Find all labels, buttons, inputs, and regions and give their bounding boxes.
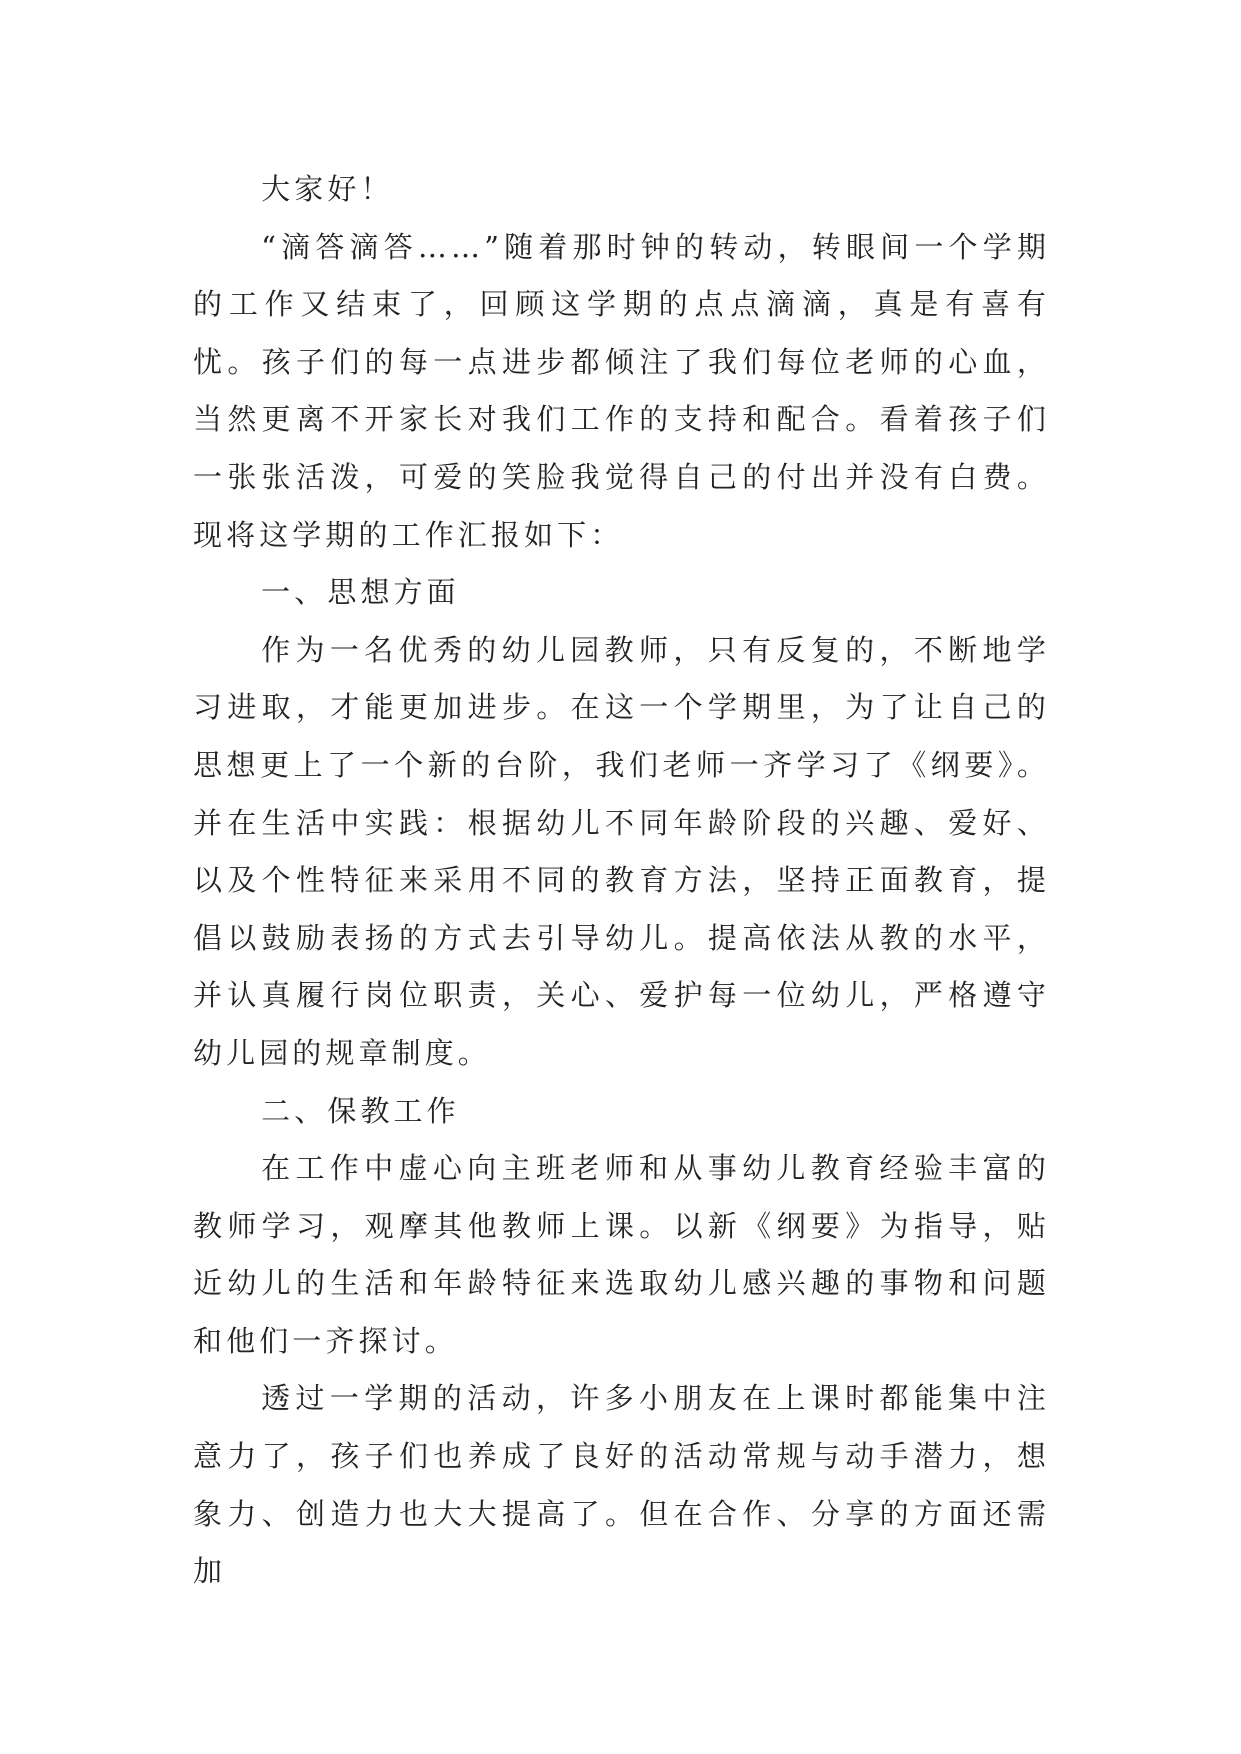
activity-paragraph: 透过一学期的活动，许多小朋友在上课时都能集中注意力了，孩子们也养成了良好的活动常规与动手潜力，想象力、创造力也大大提高了。但在合作、分享的方面还需加 <box>193 1381 1050 1589</box>
section-heading-thought: 一、思想方面 <box>261 575 460 610</box>
intro-paragraph: “滴答滴答……”随着那时钟的转动，转眼间一个学期的工作又结束了，回顾这学期的点点滴滴，真是有喜有忧。孩子们的每一点进步都倾注了我们每位老师的心血，当然更离不开家长对我们工作的支持和配合。看着孩子们一张张活泼，可爱的笑脸我觉得自己的付出并没有白费。现将这学期的工作汇报如下： <box>193 229 1050 552</box>
thought-paragraph: 作为一名优秀的幼儿园教师，只有反复的，不断地学习进取，才能更加进步。在这一个学期里，为了让自己的思想更上了一个新的台阶，我们老师一齐学习了《纲要》。并在生活中实践：根据幼儿不同年龄阶段的兴趣、爱好、以及个性特征来采用不同的教育方法，坚持正面教育，提倡以鼓励表扬的方式去引导幼儿。提高依法从教的水平，并认真履行岗位职责，关心、爱护每一位幼儿，严格遵守幼儿园的规章制度。 <box>193 632 1050 1070</box>
section-heading-teaching: 二、保教工作 <box>261 1093 460 1128</box>
greeting-line: 大家好！ <box>261 172 394 206</box>
teaching-paragraph: 在工作中虚心向主班老师和从事幼儿教育经验丰富的教师学习，观摩其他教师上课。以新《纲要》为指导，贴近幼儿的生活和年龄特征来选取幼儿感兴趣的事物和问题和他们一齐探讨。 <box>193 1151 1050 1358</box>
document-body <box>193 161 1050 1601</box>
